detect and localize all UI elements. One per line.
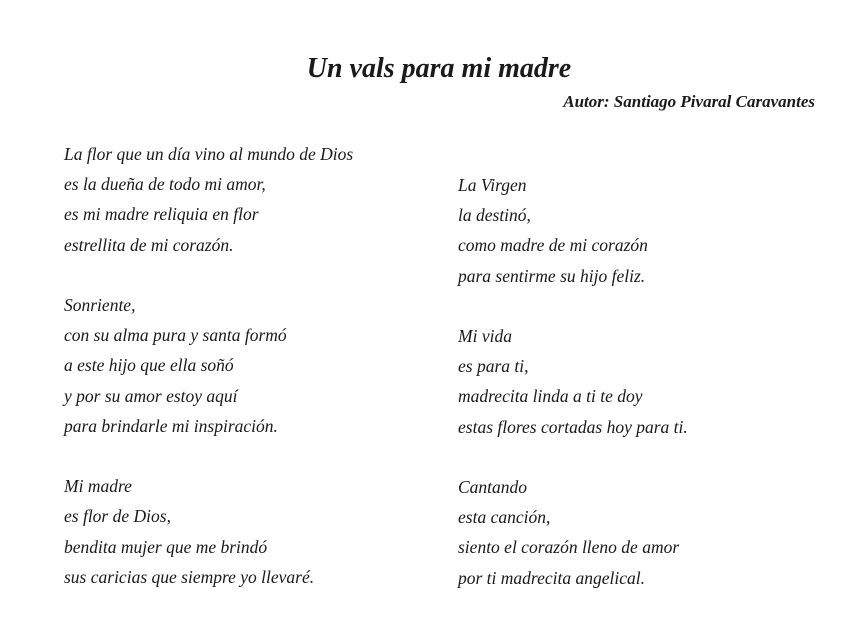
poem-line: esta canción, — [458, 507, 551, 528]
poem-line: Mi vida — [458, 326, 512, 346]
poem-line: para sentirme su hijo feliz. — [458, 265, 646, 286]
poem-author: Autor: Santiago Pivaral Caravantes — [563, 92, 815, 111]
stanza — [458, 321, 688, 442]
poem-line: estrellita de mi corazón. — [64, 234, 234, 255]
poem-line: estas flores cortadas hoy para ti. — [458, 416, 688, 437]
poem-line: siento el corazón lleno de amor — [458, 537, 680, 558]
poem-line: con su alma pura y santa formó — [64, 325, 287, 346]
poem-line: es flor de Dios, — [64, 506, 171, 527]
poem-line: La Virgen — [458, 175, 527, 195]
poem-title: Un vals para mi madre — [306, 53, 572, 84]
poem-line: Cantando — [458, 477, 528, 497]
stanza — [64, 290, 353, 441]
poem-line: es para ti, — [458, 356, 529, 377]
poem-line: la destinó, — [458, 205, 531, 226]
stanza — [458, 472, 688, 593]
poem-right-column — [458, 170, 688, 623]
stanza — [64, 471, 353, 592]
poem-line: sus caricias que siempre yo llevaré. — [64, 566, 315, 587]
poem-line: bendita mujer que me brindó — [64, 536, 268, 557]
poem-line: para brindarle mi inspiración. — [64, 415, 278, 436]
poem-line: por ti madrecita angelical. — [458, 567, 645, 588]
poem-line: como madre de mi corazón — [458, 235, 648, 256]
poem-line: madrecita linda a ti te doy — [458, 386, 643, 407]
poem-line: es mi madre reliquia en flor — [64, 204, 259, 225]
poem-line: y por su amor estoy aquí — [64, 385, 238, 406]
poem-line: Mi madre — [64, 476, 132, 497]
stanza — [458, 170, 688, 291]
poem-line: a este hijo que ella soñó — [64, 355, 234, 376]
poem-line: La flor que un día vino al mundo de Dios — [64, 144, 354, 164]
stanza — [64, 139, 353, 260]
poem-left-column — [64, 139, 353, 622]
poem-line: es la dueña de todo mi amor, — [64, 174, 266, 195]
poem-line: Sonriente, — [64, 295, 136, 315]
